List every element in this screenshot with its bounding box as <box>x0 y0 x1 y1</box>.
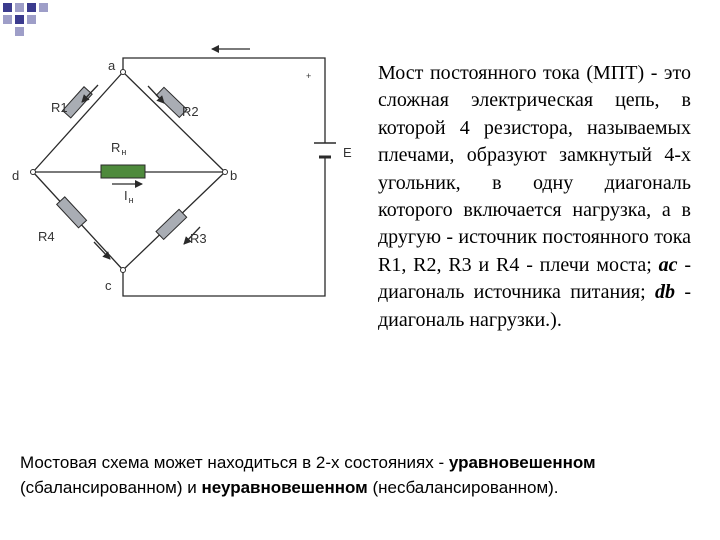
r2-label: R2 <box>182 104 199 119</box>
r3-label: R3 <box>190 231 207 246</box>
summary-text-3: (несбалансированном). <box>372 478 559 497</box>
node-b-label: b <box>230 168 238 183</box>
node-c-dot <box>121 268 126 273</box>
desc-term-ac: ac <box>658 253 678 276</box>
wire-a-d <box>33 72 123 172</box>
desc-text-3: - диагональ нагрузки.). <box>378 281 692 331</box>
r1-label: R1 <box>51 100 68 115</box>
node-c-label: c <box>105 278 112 293</box>
node-b-dot <box>223 170 228 175</box>
summary-text-1: Мостовая схема может находиться в 2-х состояниях - <box>20 453 445 472</box>
resistor-r3 <box>156 209 187 239</box>
desc-term-db: db <box>655 281 676 304</box>
wire-source-top <box>123 58 325 143</box>
resistor-load-rn <box>101 165 145 178</box>
bridge-circuit-diagram <box>0 0 370 310</box>
wire-source-bottom <box>123 157 325 296</box>
wire-a-b <box>123 72 225 172</box>
node-a-label: a <box>108 58 116 73</box>
bridge-description <box>378 60 691 334</box>
bridge-states-summary <box>20 450 710 500</box>
desc-text-2: - диагональ источника питания; <box>378 253 691 304</box>
summary-balanced: уравновешенном <box>448 453 596 472</box>
summary-unbalanced: неуравновешенном <box>201 478 368 497</box>
node-a-dot <box>121 70 126 75</box>
plus-label: + <box>306 71 312 81</box>
r4-label: R4 <box>38 229 55 244</box>
arrow-current-r4 <box>94 242 110 259</box>
source-e-label: E <box>343 145 352 160</box>
resistor-r4 <box>57 197 87 228</box>
desc-text-1: Мост постоянного тока (МПТ) - это сложная электрическая цепь, в которой 4 резистора, называемых плечами, образуют замкнутый 4-х угольник, в одну диагональ которого включается нагрузка, а в другую - источник постоянного тока R1, R2, R3 и R4 - плечи моста; <box>378 62 691 276</box>
node-d-dot <box>31 170 36 175</box>
node-d-label: d <box>12 168 20 183</box>
in-label: $I_н$ <box>124 188 134 205</box>
summary-text-2: (сбалансированном) и <box>20 478 197 497</box>
rn-label: $R_н$ <box>111 140 127 157</box>
